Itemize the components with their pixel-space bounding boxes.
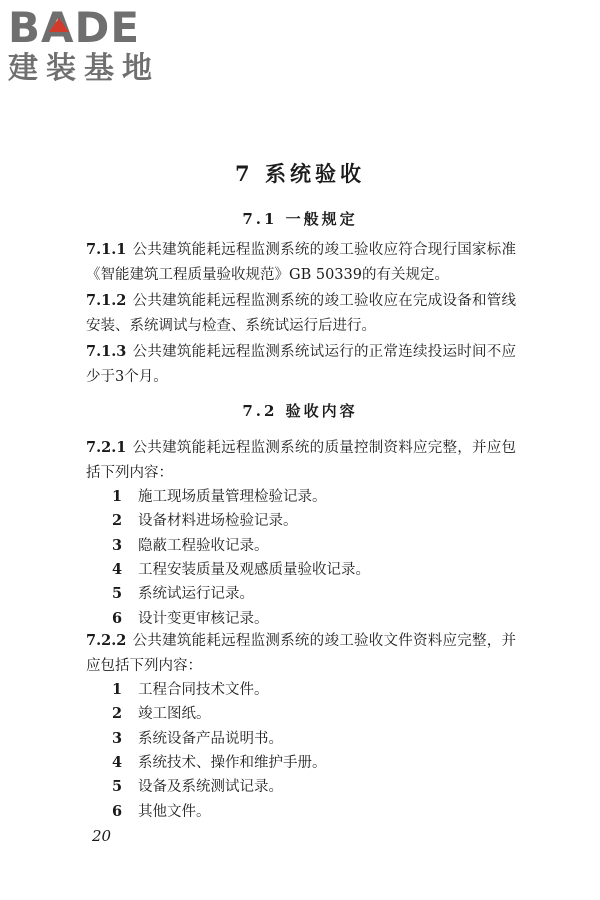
clause-text: 公共建筑能耗远程监测系统的竣工验收文件资料应完整，并应包括下列内容： <box>86 633 516 674</box>
clause-number: 7.1.3 <box>86 343 127 360</box>
clause-text: 公共建筑能耗远程监测系统的竣工验收应符合现行国家标准《智能建筑工程质量验收规范》GB 50339的有关规定。 <box>86 242 516 283</box>
clause-7-1-2 <box>86 288 516 339</box>
list-item: 5 设备及系统测试记录。 <box>112 778 283 795</box>
clause-number: 7.1.1 <box>86 241 127 258</box>
logo-chinese-text: 建装基地 <box>8 51 160 86</box>
list-item: 2 设备材料进场检验记录。 <box>112 512 298 529</box>
clause-text: 公共建筑能耗远程监测系统的竣工验收应在完成设备和管线安装、系统调试与检查、系统试运行后进行。 <box>86 293 516 334</box>
list-item: 1 工程合同技术文件。 <box>112 681 269 698</box>
list-item: 1 施工现场质量管理检验记录。 <box>112 488 327 505</box>
section-title-7-1: 7.1 一般规定 <box>242 210 358 228</box>
page-number: 20 <box>92 827 112 845</box>
logo-accent-triangle-icon <box>49 18 69 32</box>
chapter-title: 7 系统验收 <box>235 161 365 186</box>
clause-7-2-2 <box>86 628 516 679</box>
list-item: 4 系统技术、操作和维护手册。 <box>112 754 327 771</box>
clause-number: 7.2.1 <box>86 439 127 456</box>
logo-wordmark: BADE <box>8 3 141 52</box>
clause-7-1-1 <box>86 237 516 288</box>
clause-text: 公共建筑能耗远程监测系统试运行的正常连续投运时间不应少于3个月。 <box>86 344 516 385</box>
list-item: 3 隐蔽工程验收记录。 <box>112 537 269 554</box>
clause-7-1-3 <box>86 339 516 390</box>
list-item: 4 工程安装质量及观感质量验收记录。 <box>112 561 370 578</box>
list-item: 6 其他文件。 <box>112 803 211 820</box>
list-item: 3 系统设备产品说明书。 <box>112 730 283 747</box>
site-logo <box>8 3 188 86</box>
clause-7-2-1 <box>86 435 516 486</box>
clause-number: 7.2.2 <box>86 632 127 649</box>
section-title-7-2: 7.2 验收内容 <box>242 402 358 420</box>
list-item: 6 设计变更审核记录。 <box>112 610 269 627</box>
clause-text: 公共建筑能耗远程监测系统的质量控制资料应完整，并应包括下列内容： <box>86 440 516 481</box>
clause-number: 7.1.2 <box>86 292 127 309</box>
list-item: 5 系统试运行记录。 <box>112 585 254 602</box>
list-item: 2 竣工图纸。 <box>112 705 211 722</box>
